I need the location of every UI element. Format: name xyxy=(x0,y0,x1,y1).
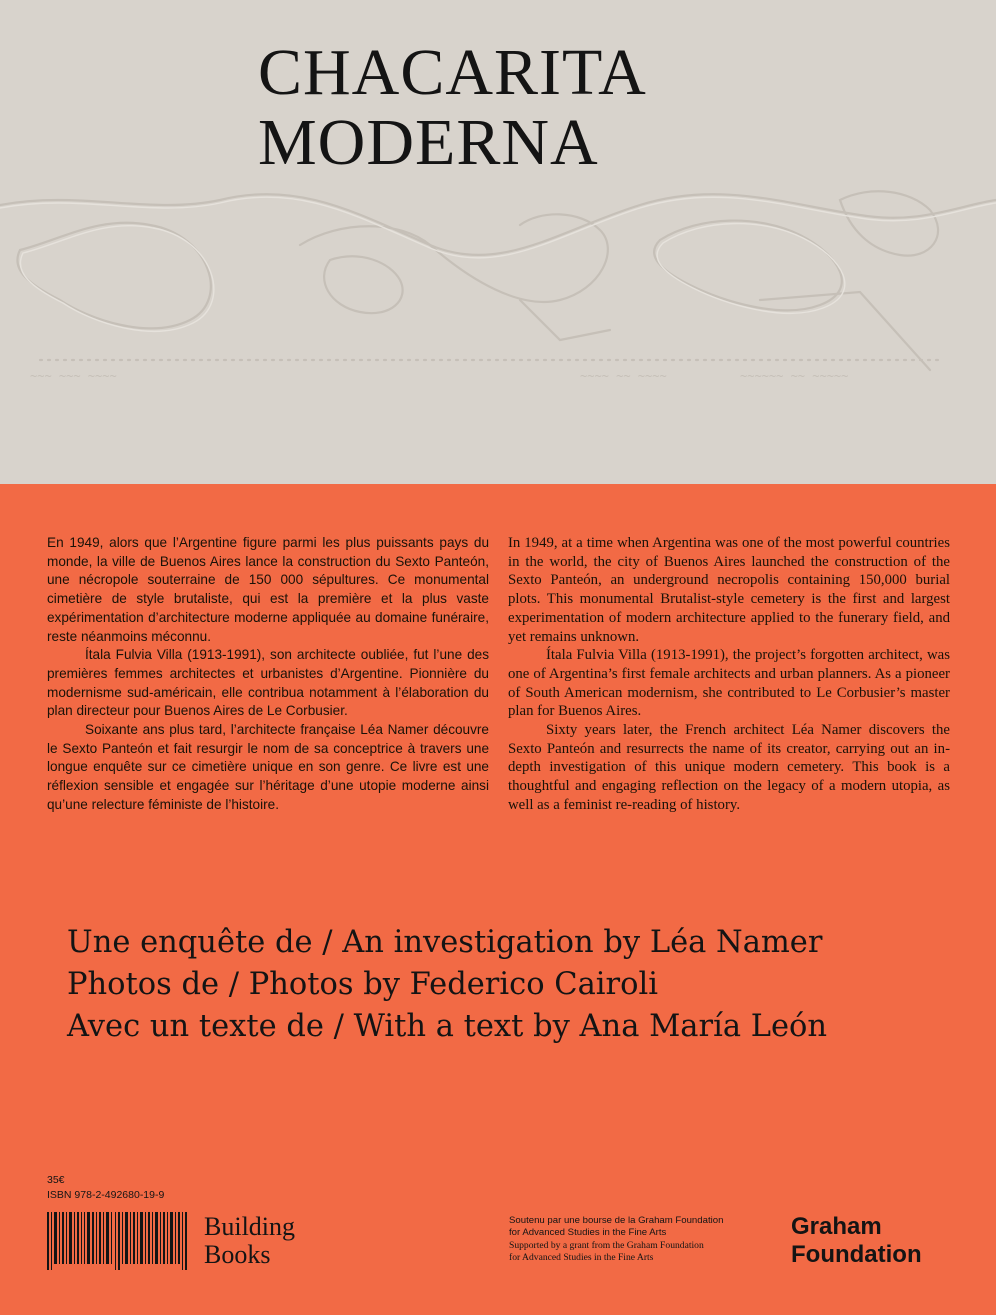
building-books-logo xyxy=(204,1213,295,1269)
blurb-fr-paragraph-2: Ítala Fulvia Villa (1913-1991), son architecte oubliée, fut l’une des premières femmes architectes et urbanistes d’Argentine. Pionnière du modernisme sud-américain, elle contribua notamment à l’élaboration du plan directeur pour Buenos Aires de Le Corbusier. xyxy=(47,647,489,719)
isbn-label: ISBN 978-2-492680-19-9 xyxy=(47,1189,165,1201)
cover-title-line-1: CHACARITA xyxy=(258,36,647,109)
barcode-icon xyxy=(47,1212,190,1270)
foundation-logo-line-2: Foundation xyxy=(791,1241,922,1268)
graham-foundation-logo xyxy=(791,1213,922,1269)
blurb-en-paragraph-2: Ítala Fulvia Villa (1913-1991), the project’s forgotten architect, was one of Argentina’s first female architects and urban planners. As a pioneer of South American modernism, she contributed to Le Corbusier’s master plan for Buenos Aires. xyxy=(508,647,950,720)
blurb-fr-paragraph-3: Soixante ans plus tard, l’architecte française Léa Namer découvre le Sexto Panteón et fait resurgir le nom de sa conceptrice à travers une longue enquête sur ce cimetière unique en son genre. Ce livre est une réflexion sensible et engagée sur l’héritage d’une utopie moderne ainsi qu’une relecture féministe de l’histoire. xyxy=(47,722,489,812)
price-label: 35€ xyxy=(47,1174,65,1186)
grant-credit-fr-line-2: for Advanced Studies in the Fine Arts xyxy=(509,1227,667,1239)
credit-text: Avec un texte de / With a text by Ana María León xyxy=(67,1009,828,1044)
blurb-french xyxy=(47,534,489,815)
credit-investigation: Une enquête de / An investigation by Léa Namer xyxy=(67,925,823,960)
svg-text:~~~ ~~~ ~~~~: ~~~ ~~~ ~~~~ xyxy=(30,369,117,383)
svg-text:~~~~ ~~ ~~~~: ~~~~ ~~ ~~~~ xyxy=(580,369,667,383)
blurb-en-paragraph-3: Sixty years later, the French architect Léa Namer discovers the Sexto Panteón and resurrects the name of its creator, carrying out an in-depth investigation of this unique modern cemetery. This book is a thoughtful and engaging reflection on the legacy of a modern utopia, as well as a feminist re-reading of history. xyxy=(508,722,950,813)
svg-text:~~~~~~ ~~ ~~~~~: ~~~~~~ ~~ ~~~~~ xyxy=(740,369,849,383)
publisher-line-2: Books xyxy=(204,1240,271,1269)
grant-credit-en-line-2: for Advanced Studies in the Fine Arts xyxy=(509,1252,654,1264)
credit-photos: Photos de / Photos by Federico Cairoli xyxy=(67,967,658,1002)
blurb-english xyxy=(508,534,950,815)
cover-title xyxy=(258,38,647,178)
grant-credit xyxy=(509,1215,779,1265)
cover-title-line-2: MODERNA xyxy=(258,106,599,179)
blurb-en-paragraph-1: In 1949, at a time when Argentina was one of the most powerful countries in the world, the city of Buenos Aires launched the construction of the Sexto Panteón, an underground necropolis containing 150,000 burial plots. This monumental Brutalist-style cemetery is the first and largest experimentation of modern architecture applied to the funerary field, and yet remains unknown. xyxy=(508,535,950,645)
publisher-line-1: Building xyxy=(204,1212,296,1241)
foundation-logo-line-1: Graham xyxy=(791,1213,882,1240)
grant-credit-en-line-1: Supported by a grant from the Graham Foundation xyxy=(509,1239,704,1251)
blurb-fr-paragraph-1: En 1949, alors que l’Argentine figure parmi les plus puissants pays du monde, la ville de Buenos Aires lance la construction du Sexto Panteón, une nécropole souterraine de 150 000 sépultures. Ce monumental cimetière de style brutaliste, qui est la première et la plus vaste expérimentation d’architecture moderne appliquée au domaine funéraire, reste néanmoins méconnu. xyxy=(47,535,489,644)
credits-block xyxy=(67,922,967,1048)
embossed-top-panel xyxy=(0,0,996,484)
grant-credit-fr-line-1: Soutenu par une bourse de la Graham Foundation xyxy=(509,1215,724,1226)
